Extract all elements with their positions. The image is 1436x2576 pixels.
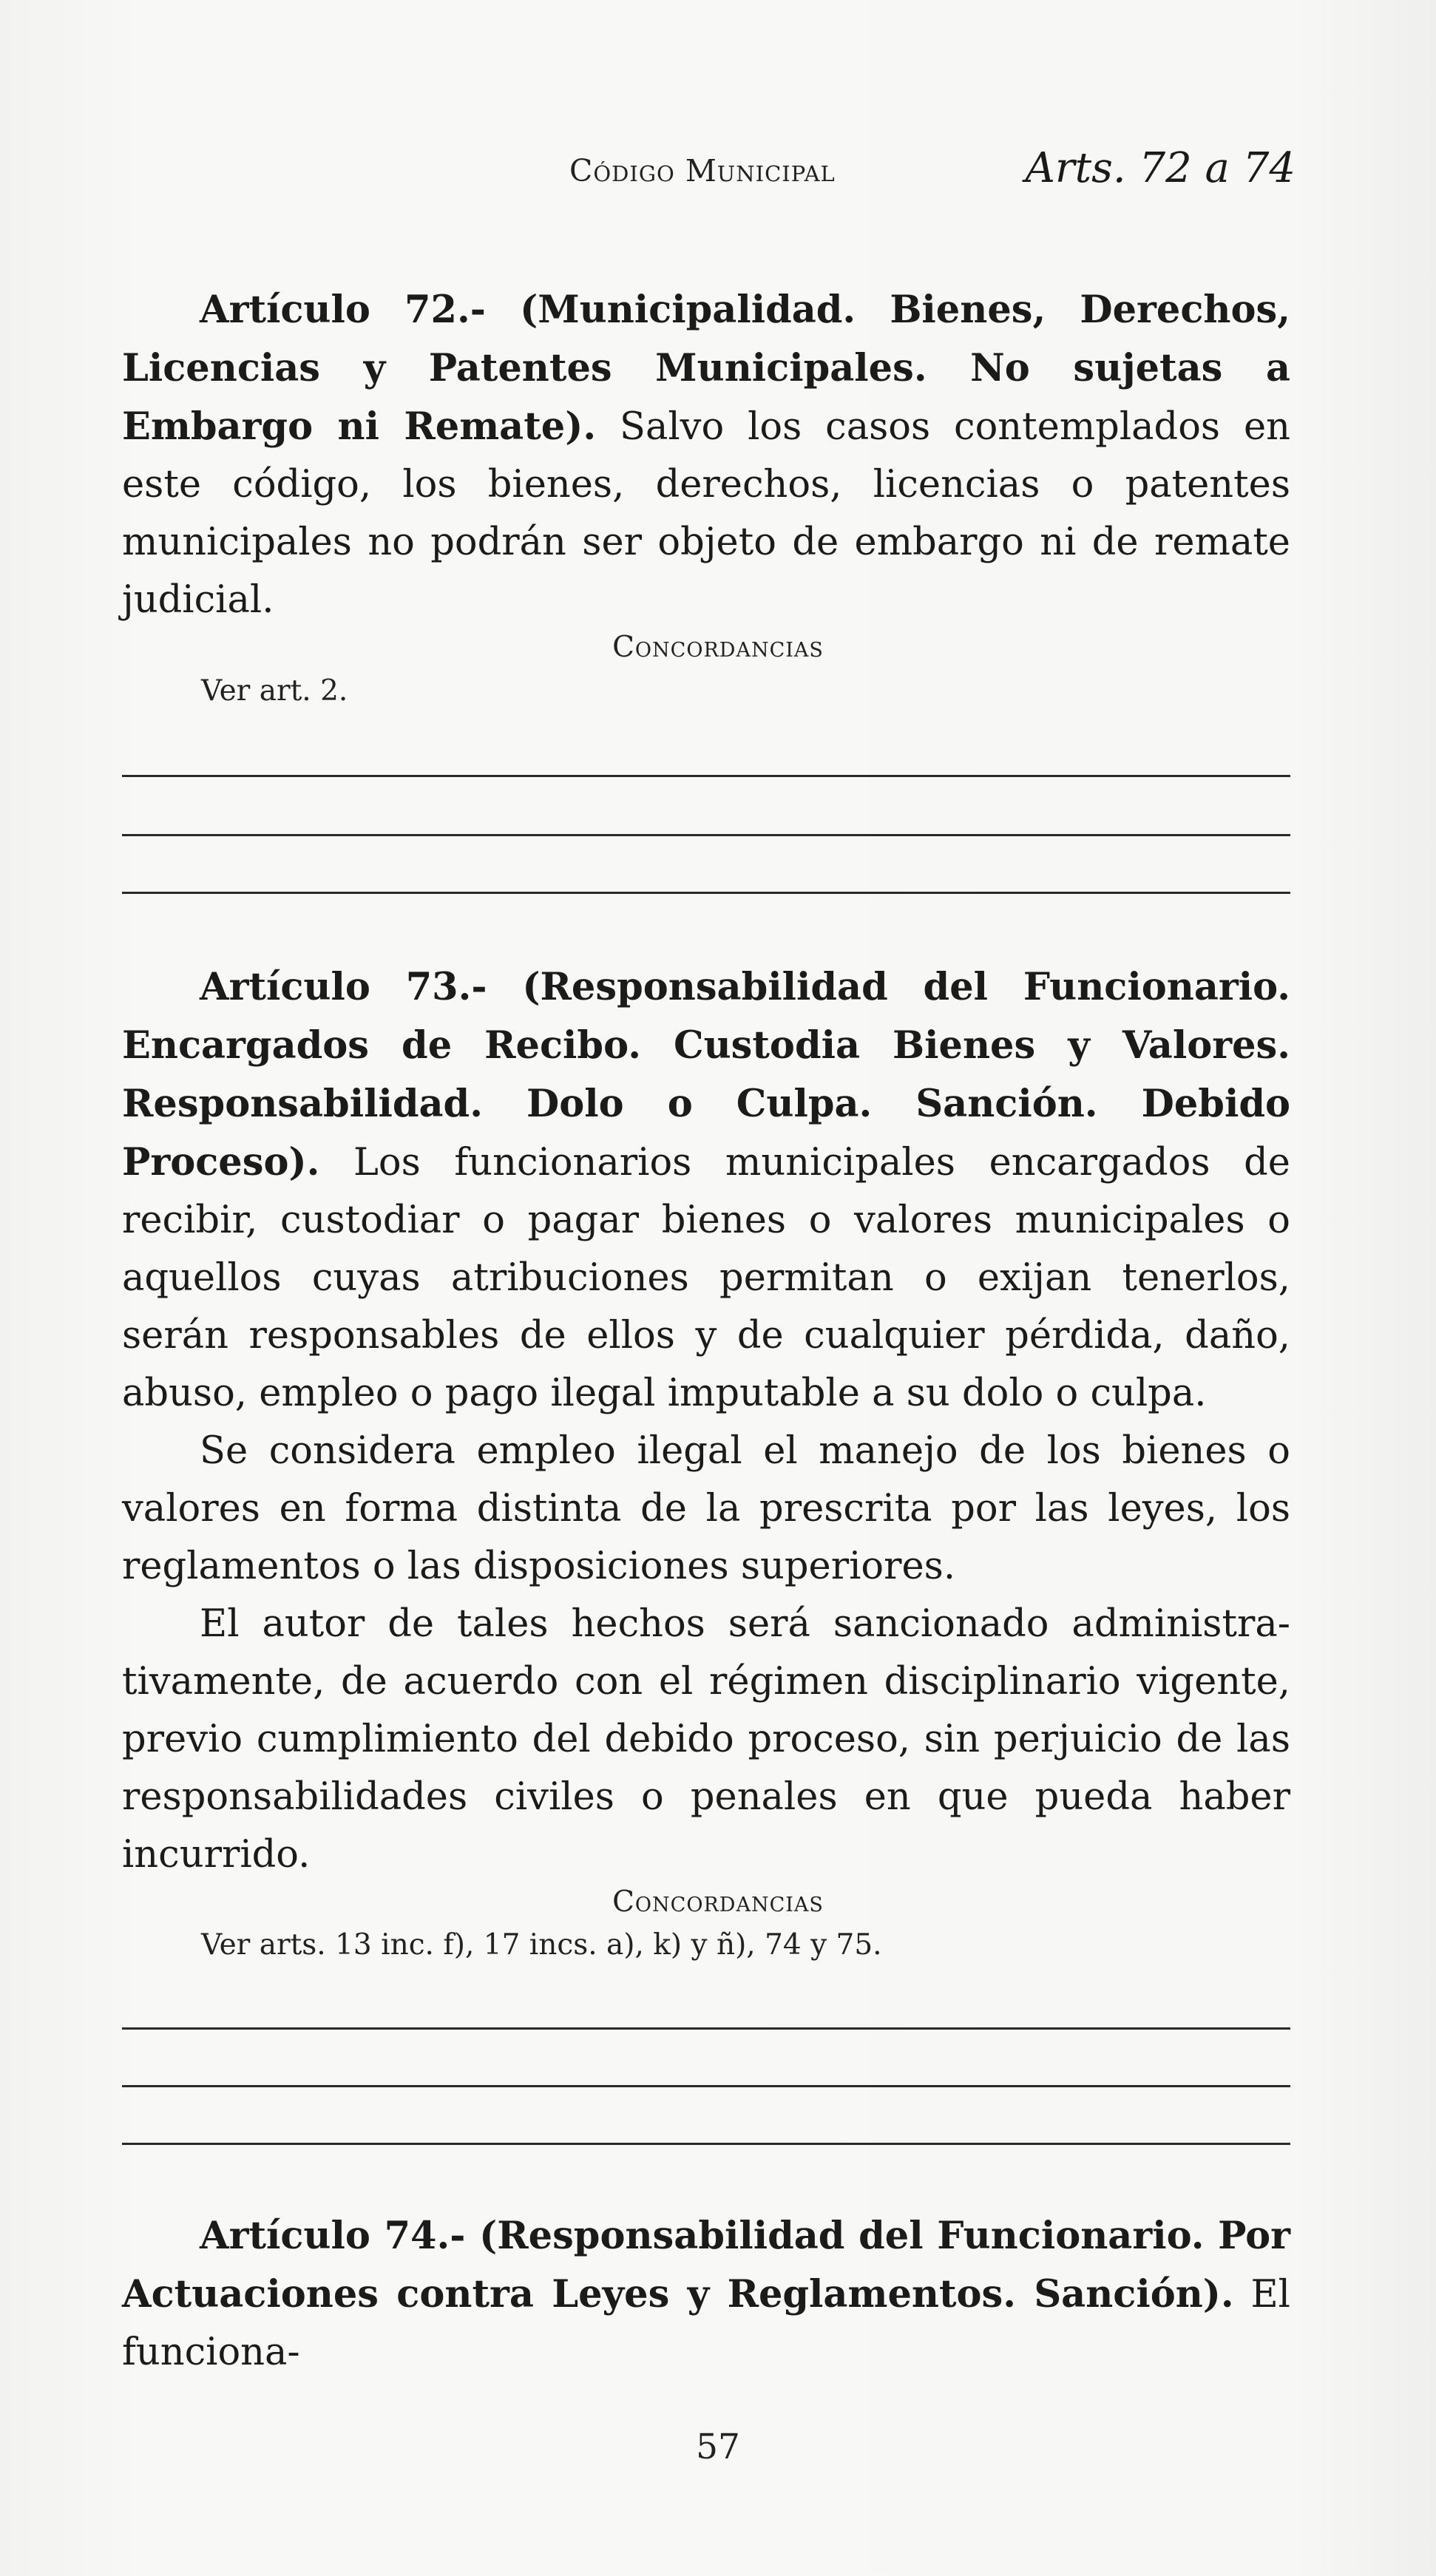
article-73-body-1: Los funcionarios municipales encargados de recibir, custodiar o pagar bienes o valores municipales o aquellos cuyas atribuciones permitan o exijan tenerlos, serán responsables de ellos y de cualquier pérdida, daño, abuso, empleo o pago ilegal imputable a su dolo o culpa.	[122, 1141, 1290, 1415]
note-line	[122, 2027, 1290, 2030]
running-head	[0, 144, 1436, 203]
article-74-paragraph	[122, 2207, 1290, 2382]
article-72-heading: Artículo 72.- (Municipalidad. Bienes, Derechos, Licencias y Patentes Municipales. No sujetas a Embargo ni Remate).	[122, 288, 1290, 449]
article-72	[122, 281, 1290, 629]
article-range: Arts. 72 a 74	[1025, 144, 1296, 192]
article-74-body: El funciona-	[122, 2273, 1290, 2374]
article-72-body: Salvo los casos contemplados en este código, los bienes, derechos, licencias o patentes municipales no podrán ser objeto de embargo ni de remate judicial.	[122, 405, 1290, 622]
article-73-heading: Artículo 73.- (Responsabilidad del Funcionario. Encargados de Recibo. Custodia Bienes y Valores. Responsabilidad. Dolo o Culpa. Sanción. Debido Proceso).	[122, 965, 1290, 1184]
article-73-paragraph-2: Se considera empleo ilegal el manejo de los bienes o valores en forma distinta de la prescrita por las leyes, los reglamentos o las disposiciones superiores.	[122, 1429, 1290, 1588]
book-title: Código Municipal	[569, 153, 836, 189]
article-74	[122, 2207, 1290, 2382]
note-line	[122, 2085, 1290, 2087]
note-line	[122, 892, 1290, 894]
article-73-concordancias-label: Concordancias	[612, 1885, 824, 1919]
article-72-concordancias-label: Concordancias	[612, 631, 824, 664]
note-line	[122, 775, 1290, 777]
article-73-paragraph-3: El autor de tales hechos será sancionado administra-tivamente, de acuerdo con el régimen disciplinario vigente, previo cumplimiento del debido proceso, sin perjuicio de las responsabilidades civiles o penales en que pueda haber incurrido.	[122, 1602, 1290, 1877]
article-72-paragraph	[122, 281, 1290, 629]
page-number: 57	[696, 2427, 740, 2467]
note-line	[122, 834, 1290, 836]
article-72-concordancias-ref: Ver art. 2.	[201, 674, 348, 708]
article-73-concordancias-ref: Ver arts. 13 inc. f), 17 incs. a), k) y ñ), 74 y 75.	[201, 1928, 882, 1962]
article-73-paragraph-1	[122, 958, 1290, 1423]
article-73	[122, 958, 1290, 1884]
article-74-heading: Artículo 74.- (Responsabilidad del Funcionario. Por Actuaciones contra Leyes y Reglamentos. Sanción).	[122, 2214, 1290, 2316]
note-line	[122, 2143, 1290, 2145]
